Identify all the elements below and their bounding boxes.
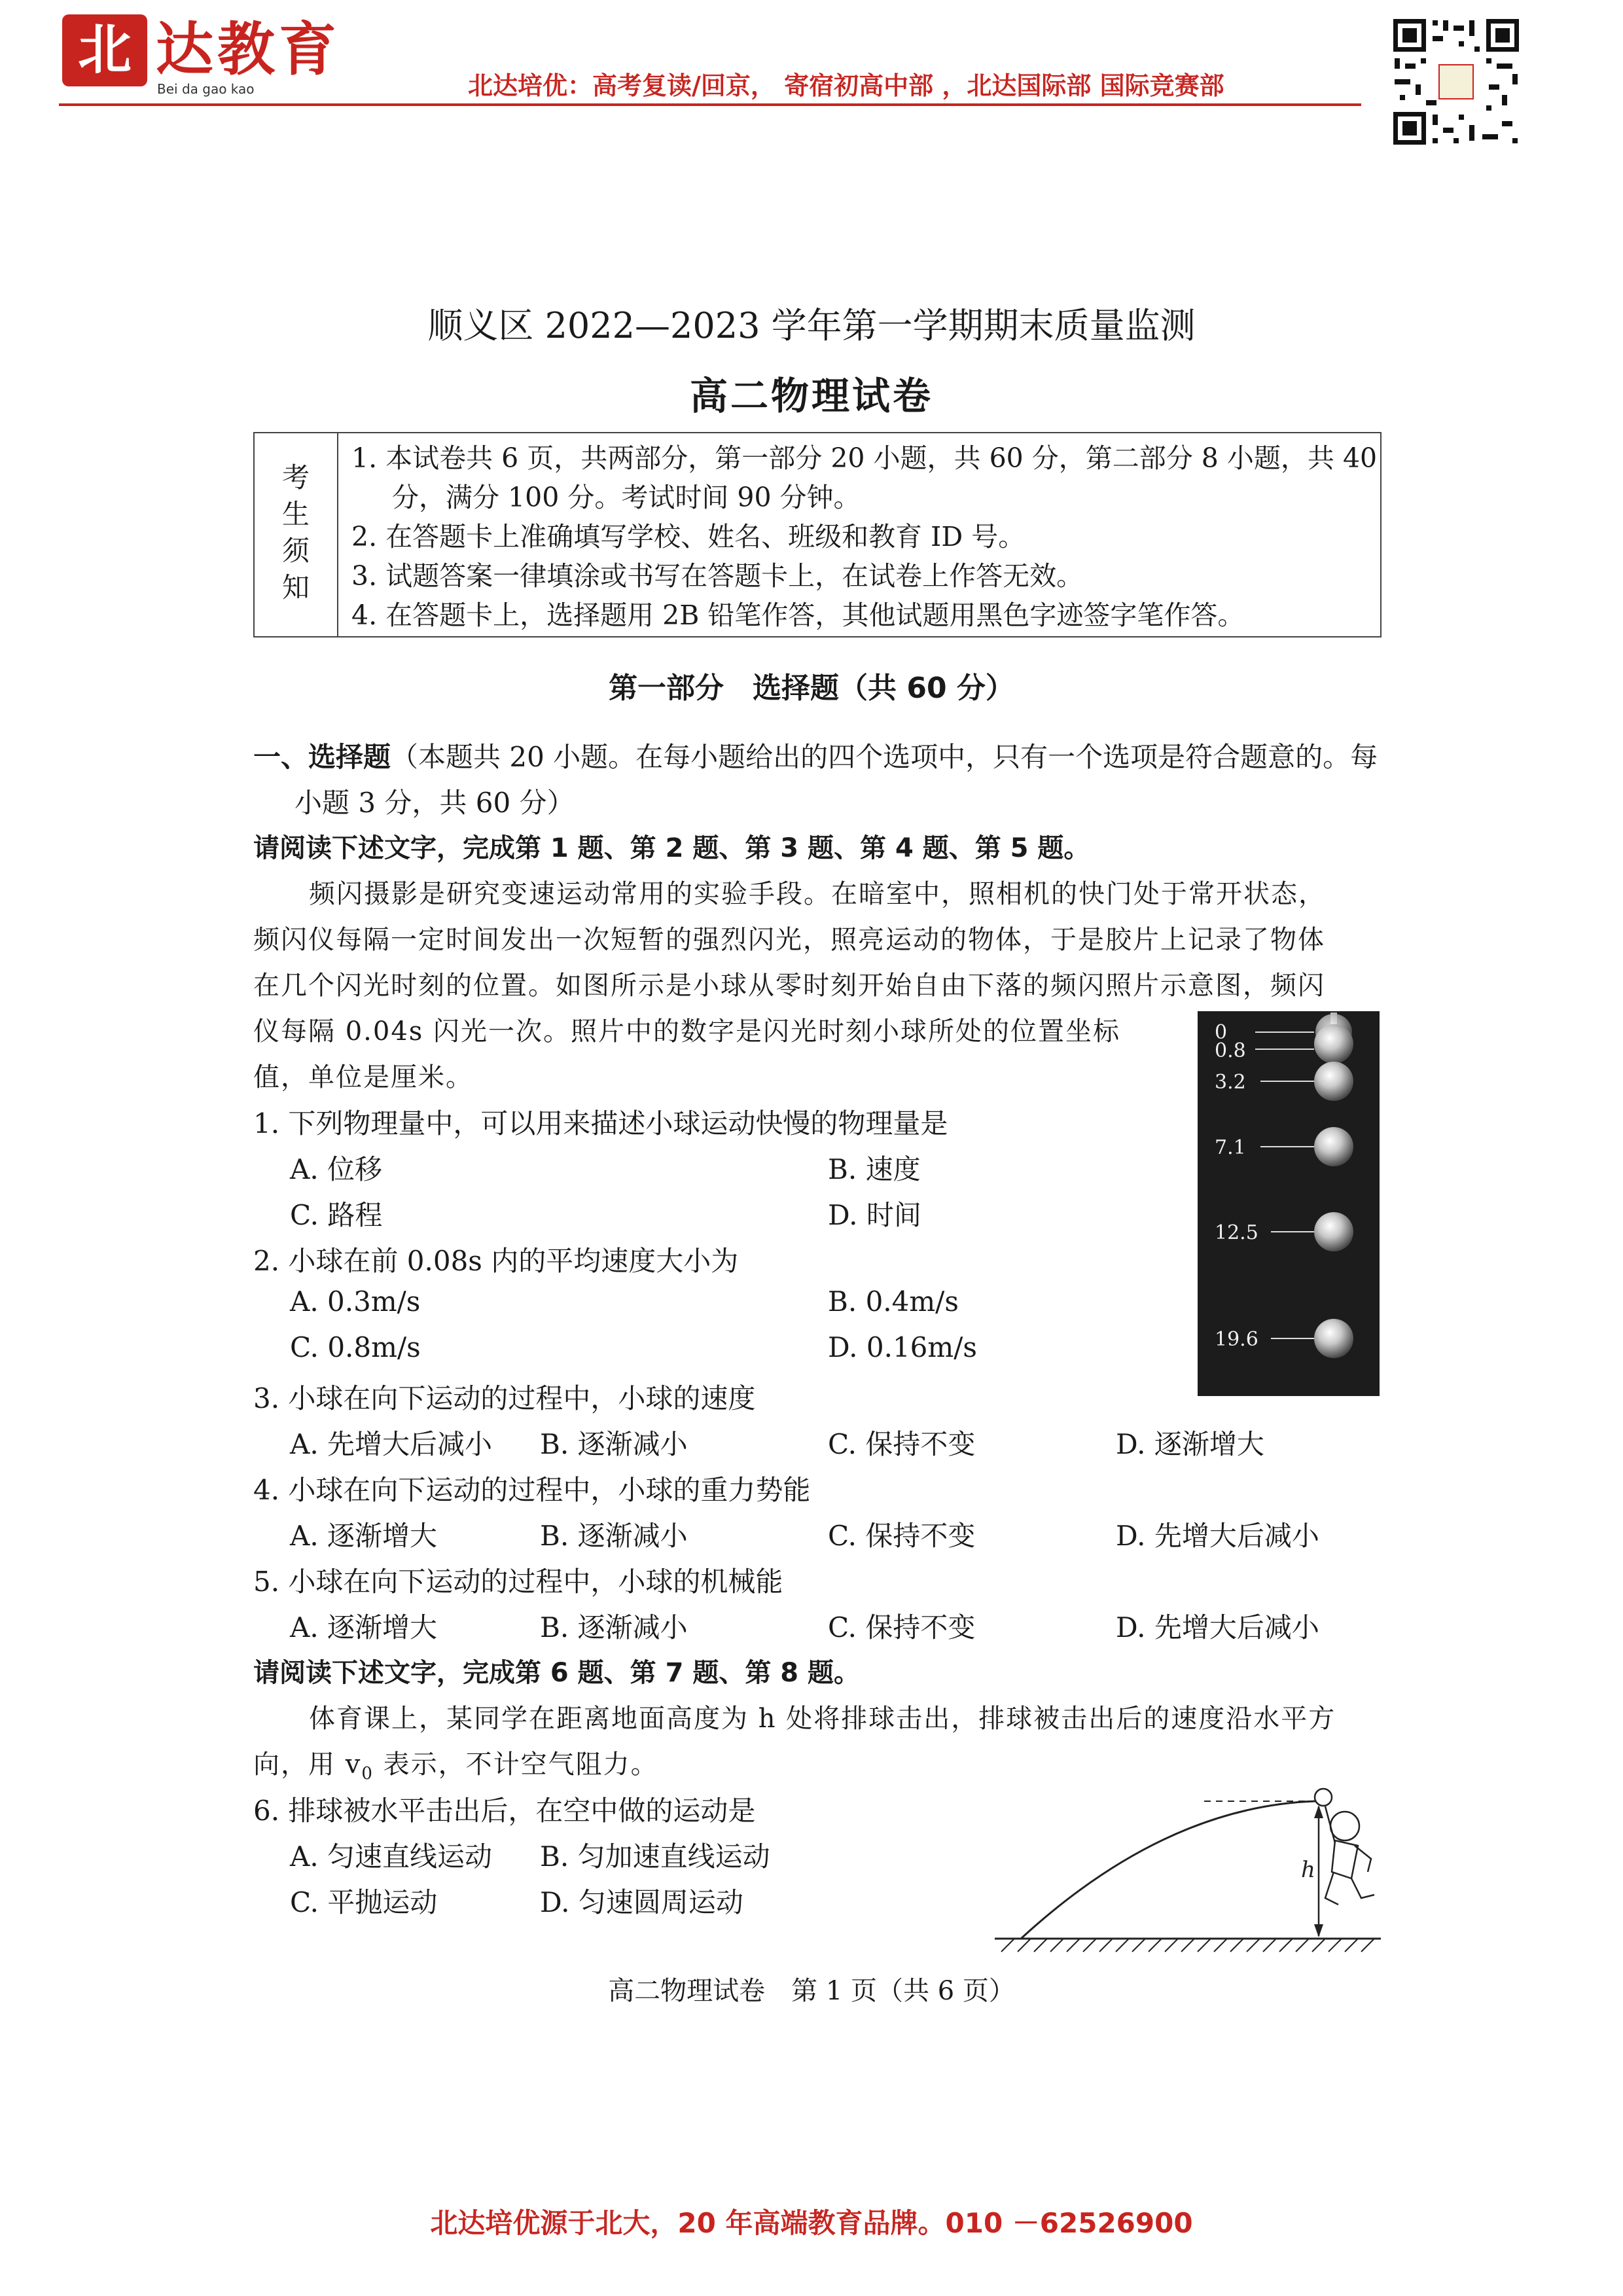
option-c: C. 0.8m/s [290, 1331, 421, 1363]
option-c: C. 路程 [290, 1199, 383, 1231]
option-a: A. 0.3m/s [290, 1285, 421, 1318]
question-stem: 6. 排球被水平击出后，在空中做的运动是 [253, 1795, 756, 1827]
volleyball-figure [995, 1780, 1387, 1970]
paragraph-line: 值，单位是厘米。 [253, 1062, 473, 1092]
option-b: B. 逐渐减小 [540, 1611, 688, 1643]
paragraph-line: 频闪摄影是研究变速运动常用的实验手段。在暗室中，照相机的快门处于常开状态， [309, 879, 1326, 909]
strobe-photo [1198, 1011, 1380, 1396]
question-stem: 2. 小球在前 0.08s 内的平均速度大小为 [253, 1245, 739, 1277]
option-a: A. 逐渐增大 [290, 1520, 438, 1552]
question-stem: 5. 小球在向下运动的过程中，小球的机械能 [253, 1566, 783, 1598]
question-stem: 4. 小球在向下运动的过程中，小球的重力势能 [253, 1474, 811, 1506]
part-heading: 一、选择题（本题共 20 小题。在每小题给出的四个选项中，只有一个选项是符合题意的。每 [253, 741, 1378, 773]
notice-item: 4. 在答题卡上，选择题用 2B 铅笔作答，其他试题用黑色字迹签字笔作答。 [351, 600, 1245, 631]
student-figure [1325, 1806, 1374, 1905]
option-a: A. 位移 [290, 1153, 383, 1185]
option-d: D. 匀速圆周运动 [540, 1886, 743, 1918]
exam-subject: 高二物理试卷 [689, 374, 933, 418]
paragraph-line: 仪每隔 0.04s 闪光一次。照片中的数字是闪光时刻小球所处的位置坐标 [253, 1016, 1121, 1047]
notice-box [253, 432, 1382, 637]
photo-label: 3.2 [1215, 1071, 1246, 1094]
header-slogan: 北达培优：高考复读/回京， 寄宿初高中部 ，北达国际部 国际竞赛部 [468, 71, 1224, 100]
option-d: D. 逐渐增大 [1116, 1428, 1264, 1460]
falling-ball-figure [1198, 1011, 1380, 1396]
paragraph-line: 体育课上，某同学在距离地面高度为 h 处将排球击出，排球被击出后的速度沿水平方 [309, 1704, 1336, 1734]
option-d: D. 时间 [828, 1199, 921, 1231]
option-b: B. 0.4m/s [828, 1285, 959, 1318]
option-d: D. 先增大后减小 [1116, 1520, 1319, 1552]
option-c: C. 保持不变 [828, 1611, 976, 1643]
photo-label: 12.5 [1215, 1221, 1258, 1244]
option-a: A. 匀速直线运动 [290, 1840, 493, 1873]
question-stem: 3. 小球在向下运动的过程中，小球的速度 [253, 1382, 756, 1414]
paragraph-line: 向，用 $v_0$ 表示，不计空气阻力。 [253, 1749, 658, 1784]
photo-label: 0 [1215, 1021, 1228, 1044]
option-b: B. 速度 [828, 1153, 921, 1185]
option-a: A. 逐渐增大 [290, 1611, 438, 1643]
option-d: D. 先增大后减小 [1116, 1611, 1319, 1643]
notice-item: 2. 在答题卡上准确填写学校、姓名、班级和教育 ID 号。 [351, 521, 1026, 552]
option-b: B. 匀加速直线运动 [540, 1840, 770, 1873]
option-c: C. 平抛运动 [290, 1886, 438, 1918]
photo-label: 7.1 [1215, 1136, 1246, 1159]
section-title: 第一部分 选择题（共 60 分） [609, 672, 1014, 705]
height-label: h [1301, 1857, 1315, 1883]
header-divider [59, 103, 1361, 106]
brand-footer: 北达培优源于北大，20 年高端教育品牌。010 －62526900 [430, 2207, 1193, 2239]
option-c: C. 保持不变 [828, 1428, 976, 1460]
option-c: C. 保持不变 [828, 1520, 976, 1552]
option-a: A. 先增大后减小 [290, 1428, 493, 1460]
paragraph-line: 频闪仪每隔一定时间发出一次短暂的强烈闪光，照亮运动的物体，于是胶片上记录了物体 [253, 925, 1325, 955]
photo-label: 0.8 [1215, 1039, 1246, 1062]
reading-instruction: 请阅读下述文字，完成第 6 题、第 7 题、第 8 题。 [253, 1658, 861, 1688]
reading-instruction: 请阅读下述文字，完成第 1 题、第 2 题、第 3 题、第 4 题、第 5 题。 [253, 833, 1090, 863]
notice-item: 分，满分 100 分。考试时间 90 分钟。 [392, 482, 861, 513]
question-stem: 1. 下列物理量中，可以用来描述小球运动快慢的物理量是 [253, 1107, 948, 1139]
notice-item: 1. 本试卷共 6 页，共两部分，第一部分 20 小题，共 60 分，第二部分 8 小题，共 40 [351, 442, 1378, 474]
logo-badge: 北 [62, 14, 147, 86]
qr-code-icon [1391, 16, 1522, 147]
notice-item: 3. 试题答案一律填涂或书写在答题卡上，在试卷上作答无效。 [351, 560, 1084, 592]
option-b: B. 逐渐减小 [540, 1520, 688, 1552]
logo-text: 达教育 [156, 15, 341, 83]
paragraph-line: 在几个闪光时刻的位置。如图所示是小球从零时刻开始自由下落的频闪照片示意图，频闪 [253, 971, 1325, 1001]
part-heading-line2: 小题 3 分，共 60 分） [294, 787, 575, 819]
option-d: D. 0.16m/s [828, 1331, 977, 1363]
notice-label: 考 生 须 知 [255, 433, 338, 636]
option-b: B. 逐渐减小 [540, 1428, 688, 1460]
exam-title: 顺义区 2022—2023 学年第一学期期末质量监测 [427, 305, 1196, 346]
notice-items [351, 439, 1378, 635]
page-footer: 高二物理试卷 第 1 页（共 6 页） [608, 1976, 1015, 2006]
photo-label: 19.6 [1215, 1328, 1258, 1351]
logo-subtitle: Bei da gao kao [157, 81, 255, 97]
